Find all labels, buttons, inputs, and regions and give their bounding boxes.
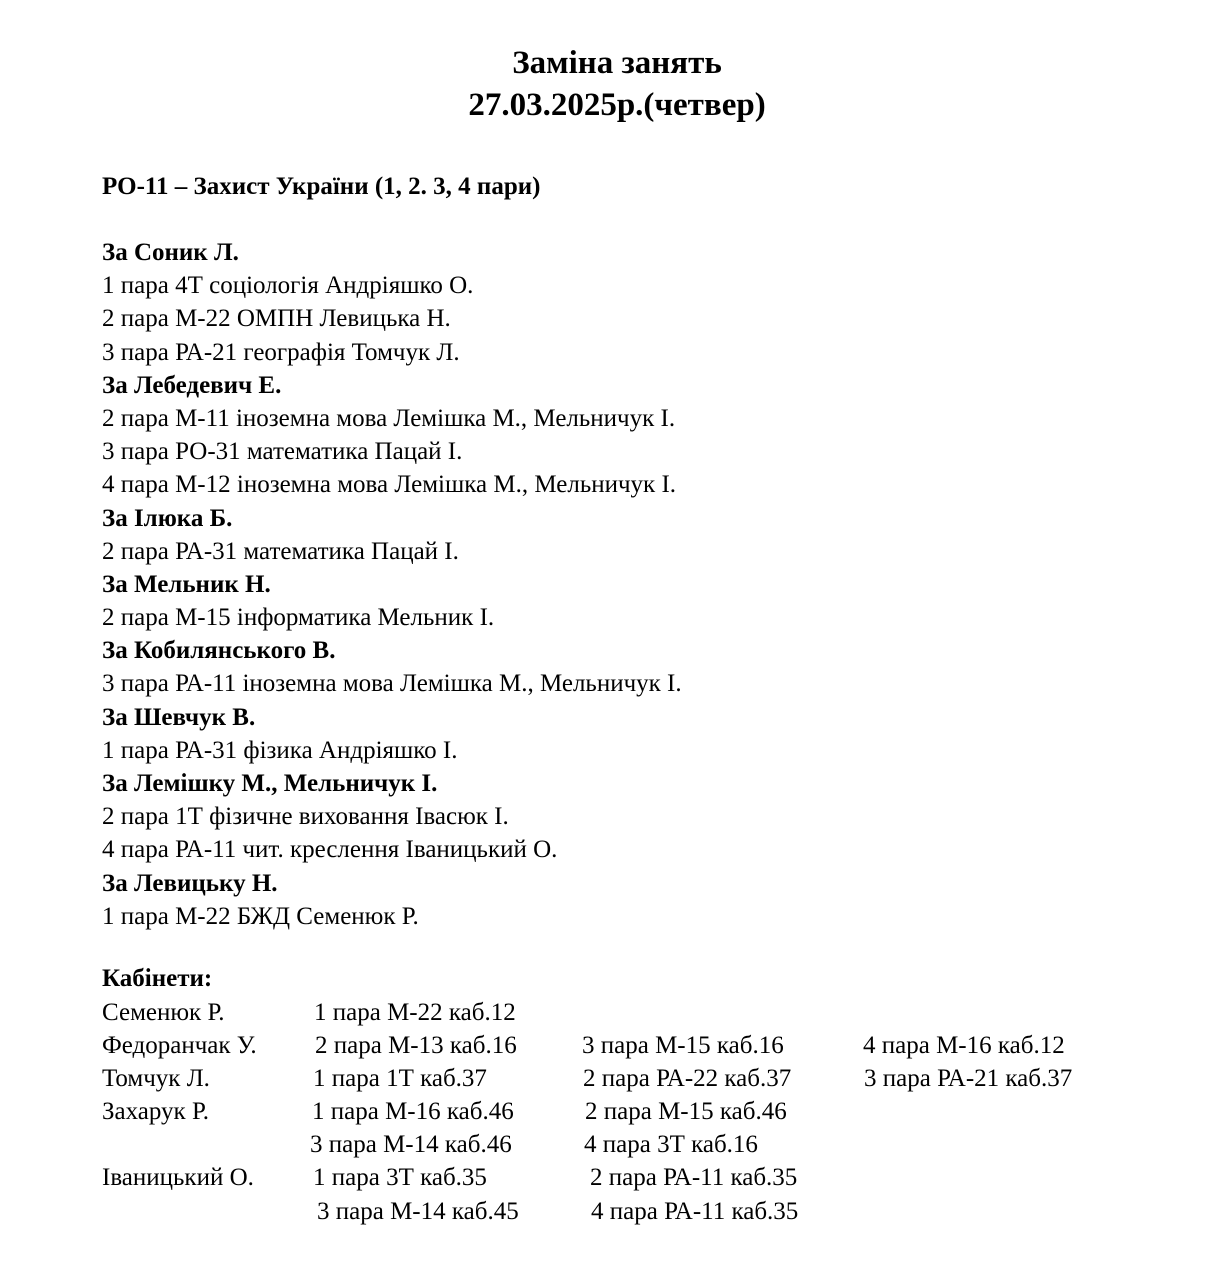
- rooms-teacher: Федоранчак У.: [102, 1032, 257, 1060]
- rooms-cell: 1 пара 3Т каб.35: [313, 1164, 487, 1192]
- substitution-line: 3 пара РО-31 математика Пацай І.: [102, 438, 463, 466]
- rooms-cell: 1 пара 1Т каб.37: [313, 1065, 487, 1093]
- substitution-line: 3 пара РА-21 географія Томчук Л.: [102, 338, 460, 366]
- rooms-row: [0, 1029, 1220, 1062]
- rooms-row: [0, 1161, 1220, 1194]
- rooms-cell: 2 пара М-15 каб.46: [585, 1098, 787, 1126]
- rooms-cell: 4 пара М-16 каб.12: [863, 1032, 1065, 1060]
- rooms-cell: 4 пара РА-11 каб.35: [591, 1197, 799, 1225]
- substitution-heading: За Кобилянського В.: [102, 637, 336, 665]
- substitutions-list: [102, 236, 682, 933]
- rooms-cell: 3 пара РА-21 каб.37: [864, 1065, 1073, 1093]
- substitution-line: 2 пара 1Т фізичне виховання Івасюк І.: [102, 803, 509, 831]
- substitution-line: 2 пара РА-31 математика Пацай І.: [102, 537, 459, 565]
- rooms-cell: 4 пара 3Т каб.16: [584, 1131, 758, 1159]
- substitution-line: 2 пара М-15 інформатика Мельник І.: [102, 604, 495, 632]
- substitution-heading: За Ілюка Б.: [102, 504, 233, 532]
- page-title: Заміна занять: [512, 45, 722, 81]
- rooms-row: [0, 1195, 1220, 1228]
- substitution-heading: За Лебедевич Е.: [102, 371, 282, 399]
- rooms-row: [0, 1095, 1220, 1128]
- substitution-line: 4 пара М-12 іноземна мова Лемішка М., Мельничук І.: [102, 471, 677, 499]
- rooms-table: [0, 996, 1220, 1228]
- group-notice: РО-11 – Захист України (1, 2. 3, 4 пари): [102, 173, 541, 200]
- page-date: 27.03.2025р.(четвер): [468, 87, 766, 123]
- substitution-line: 3 пара РА-11 іноземна мова Лемішка М., Мельничук І.: [102, 670, 682, 698]
- rooms-cell: 1 пара М-22 каб.12: [314, 999, 516, 1026]
- substitution-line: 2 пара М-11 іноземна мова Лемішка М., Мельничук І.: [102, 404, 676, 432]
- rooms-row: [0, 1128, 1220, 1161]
- rooms-cell: 1 пара М-16 каб.46: [312, 1098, 514, 1126]
- substitution-line: 4 пара РА-11 чит. креслення Іваницький О.: [102, 836, 558, 864]
- rooms-row: [0, 1062, 1220, 1095]
- rooms-teacher: Іваницький О.: [102, 1164, 254, 1192]
- rooms-cell: 3 пара М-15 каб.16: [582, 1032, 784, 1060]
- substitution-heading: За Шевчук В.: [102, 703, 256, 731]
- substitution-heading: За Соник Л.: [102, 239, 239, 266]
- rooms-cell: 2 пара РА-11 каб.35: [590, 1164, 798, 1192]
- substitution-line: 1 пара М-22 БЖД Семенюк Р.: [102, 902, 419, 930]
- rooms-row: [0, 996, 1220, 1029]
- substitution-line: 1 пара 4Т соціологія Андріяшко О.: [102, 272, 474, 300]
- rooms-cell: 2 пара М-13 каб.16: [315, 1032, 517, 1060]
- rooms-teacher: Захарук Р.: [102, 1098, 209, 1126]
- rooms-cell: 3 пара М-14 каб.46: [310, 1131, 512, 1159]
- substitution-line: 1 пара РА-31 фізика Андріяшко І.: [102, 736, 458, 764]
- substitution-line: 2 пара М-22 ОМПН Левицька Н.: [102, 305, 451, 333]
- substitution-heading: За Левицьку Н.: [102, 869, 278, 897]
- rooms-teacher: Семенюк Р.: [102, 999, 225, 1026]
- substitution-heading: За Мельник Н.: [102, 570, 271, 598]
- rooms-teacher: Томчук Л.: [102, 1065, 210, 1093]
- rooms-title: Кабінети:: [102, 965, 213, 992]
- rooms-cell: 3 пара М-14 каб.45: [317, 1197, 519, 1225]
- substitution-heading: За Лемішку М., Мельничук І.: [102, 770, 438, 797]
- rooms-cell: 2 пара РА-22 каб.37: [583, 1065, 792, 1093]
